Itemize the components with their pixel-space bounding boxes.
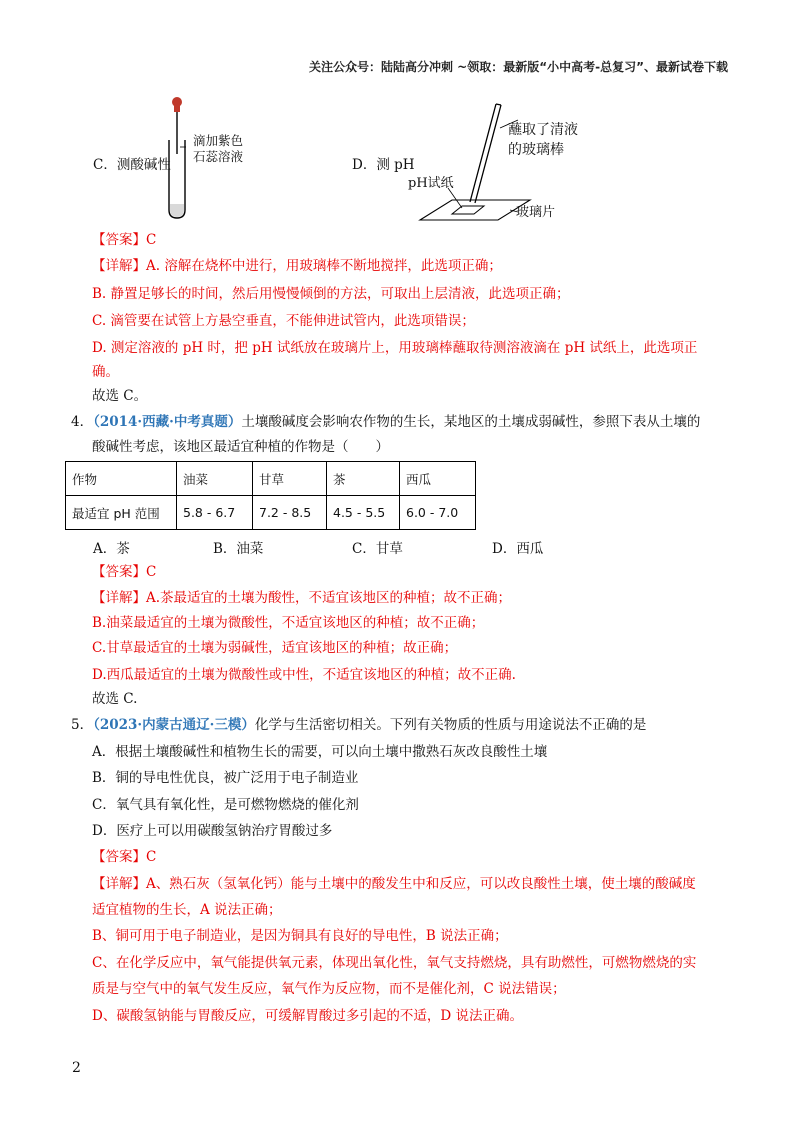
q5-detail-1b: 适宜植物的生长，A 说法正确； [92, 902, 282, 918]
q3-option-c: C．测酸碱性 [93, 157, 171, 173]
table-header-cell: 油菜 [177, 462, 253, 496]
q3-conclusion: 故选 C。 [92, 388, 148, 404]
q5-detail-1a: 【详解】A、熟石灰（氢氧化钙）能与土壤中的酸发生中和反应，可以改良酸性土壤，使土壤的酸碱度 [92, 876, 696, 892]
table-header-cell: 茶 [327, 462, 400, 496]
fig-c-label-1: 滴加紫色 [193, 133, 244, 148]
fig-d-label-3: pH试纸 [408, 176, 454, 191]
q5-option-d: D．医疗上可以用碳酸氢钠治疗胃酸过多 [92, 823, 333, 839]
glass-rod [470, 104, 496, 202]
table-row [66, 496, 476, 530]
q4-option-a: A．茶 [93, 541, 130, 557]
page-number: 2 [72, 1060, 81, 1076]
q3-detail-1: 【详解】A. 溶解在烧杯中进行，用玻璃棒不断地搅拌，此选项正确； [92, 258, 502, 274]
q3-detail-3: C. 滴管要在试管上方悬空垂直，不能伸进试管内，此选项错误； [92, 313, 475, 329]
q3-detail-4b: 确。 [92, 364, 119, 380]
fig-d-label-4: 玻璃片 [516, 205, 556, 220]
q4-detail-2: B.油菜最适宜的土壤为微酸性，不适宜该地区的种植；故不正确； [92, 615, 485, 631]
q5-option-c: C．氧气具有氧化性，是可燃物燃烧的催化剂 [92, 797, 359, 813]
table-header-cell: 作物 [66, 462, 177, 496]
q3-option-d: D．测 pH [352, 157, 415, 173]
q4-option-c: C．甘草 [352, 541, 403, 557]
q4-detail-4: D.西瓜最适宜的土壤为微酸性或中性，不适宜该地区的种植；故不正确. [92, 667, 516, 683]
table-cell: 5.8 - 6.7 [177, 496, 253, 530]
table-row [66, 462, 476, 496]
q4-answer: 【答案】C [92, 564, 157, 580]
q5-detail-3a: C、在化学反应中，氧气能提供氧元素，体现出氧化性，氧气支持燃烧，具有助燃性，可燃物燃烧的实 [92, 955, 697, 971]
q5-stem: 5．（2023·内蒙古通辽·三模）化学与生活密切相关。下列有关物质的性质与用途说法不正确的是 [71, 717, 647, 733]
q4-detail-3: C.甘草最适宜的土壤为弱碱性，适宜该地区的种植；故正确； [92, 640, 458, 656]
page-header: 关注公众号：陆陆高分冲刺 ~领取：最新版“小中高考-总复习”、最新试卷下载 [309, 60, 728, 74]
q4-option-b: B．油菜 [213, 541, 264, 557]
q5-detail-3b: 质是与空气中的氧气发生反应，氧气作为反应物，而不是催化剂，C 说法错误； [92, 981, 566, 997]
q5-answer: 【答案】C [92, 849, 157, 865]
q5-option-a: A．根据土壤酸碱性和植物生长的需要，可以向土壤中撒熟石灰改良酸性土壤 [92, 744, 548, 760]
q3-detail-2: B. 静置足够长的时间，然后用慢慢倾倒的方法，可取出上层清液，此选项正确； [92, 286, 570, 302]
q3-detail-4a: D. 测定溶液的 pH 时，把 pH 试纸放在玻璃片上，用玻璃棒蘸取待测溶液滴在 pH 试纸上，此选项正 [92, 340, 698, 356]
table-cell: 4.5 - 5.5 [327, 496, 400, 530]
fig-c-label-2: 石蕊溶液 [193, 149, 244, 164]
q5-detail-4: D、碳酸氢钠能与胃酸反应，可缓解胃酸过多引起的不适，D 说法正确。 [92, 1008, 523, 1024]
table-header-cell: 甘草 [253, 462, 327, 496]
q4-stem: 4．（2014·西藏·中考真题）土壤酸碱度会影响农作物的生长，某地区的土壤成弱碱性，参照下表从土壤的 [71, 414, 701, 430]
q4-option-d: D．西瓜 [492, 541, 544, 557]
table-header-cell: 西瓜 [400, 462, 476, 496]
q4-detail-1: 【详解】A.茶最适宜的土壤为酸性，不适宜该地区的种植；故不正确； [92, 590, 512, 606]
q5-detail-2: B、铜可用于电子制造业，是因为铜具有良好的导电性，B 说法正确； [92, 928, 508, 944]
q4-stem-cont: 酸碱性考虑，该地区最适宜种植的作物是（ ） [92, 439, 389, 455]
table-cell: 7.2 - 8.5 [253, 496, 327, 530]
fig-d-label-1: 蘸取了清液 [508, 122, 578, 138]
table-cell: 6.0 - 7.0 [400, 496, 476, 530]
q3-answer: 【答案】C [92, 232, 157, 248]
q5-option-b: B．铜的导电性优良，被广泛用于电子制造业 [92, 770, 359, 786]
q4-conclusion: 故选 C. [92, 691, 138, 707]
crop-ph-table [65, 461, 476, 530]
ph-paper [452, 206, 484, 214]
fig-d-label-2: 的玻璃棒 [508, 142, 564, 158]
table-cell: 最适宜 pH 范围 [66, 496, 177, 530]
